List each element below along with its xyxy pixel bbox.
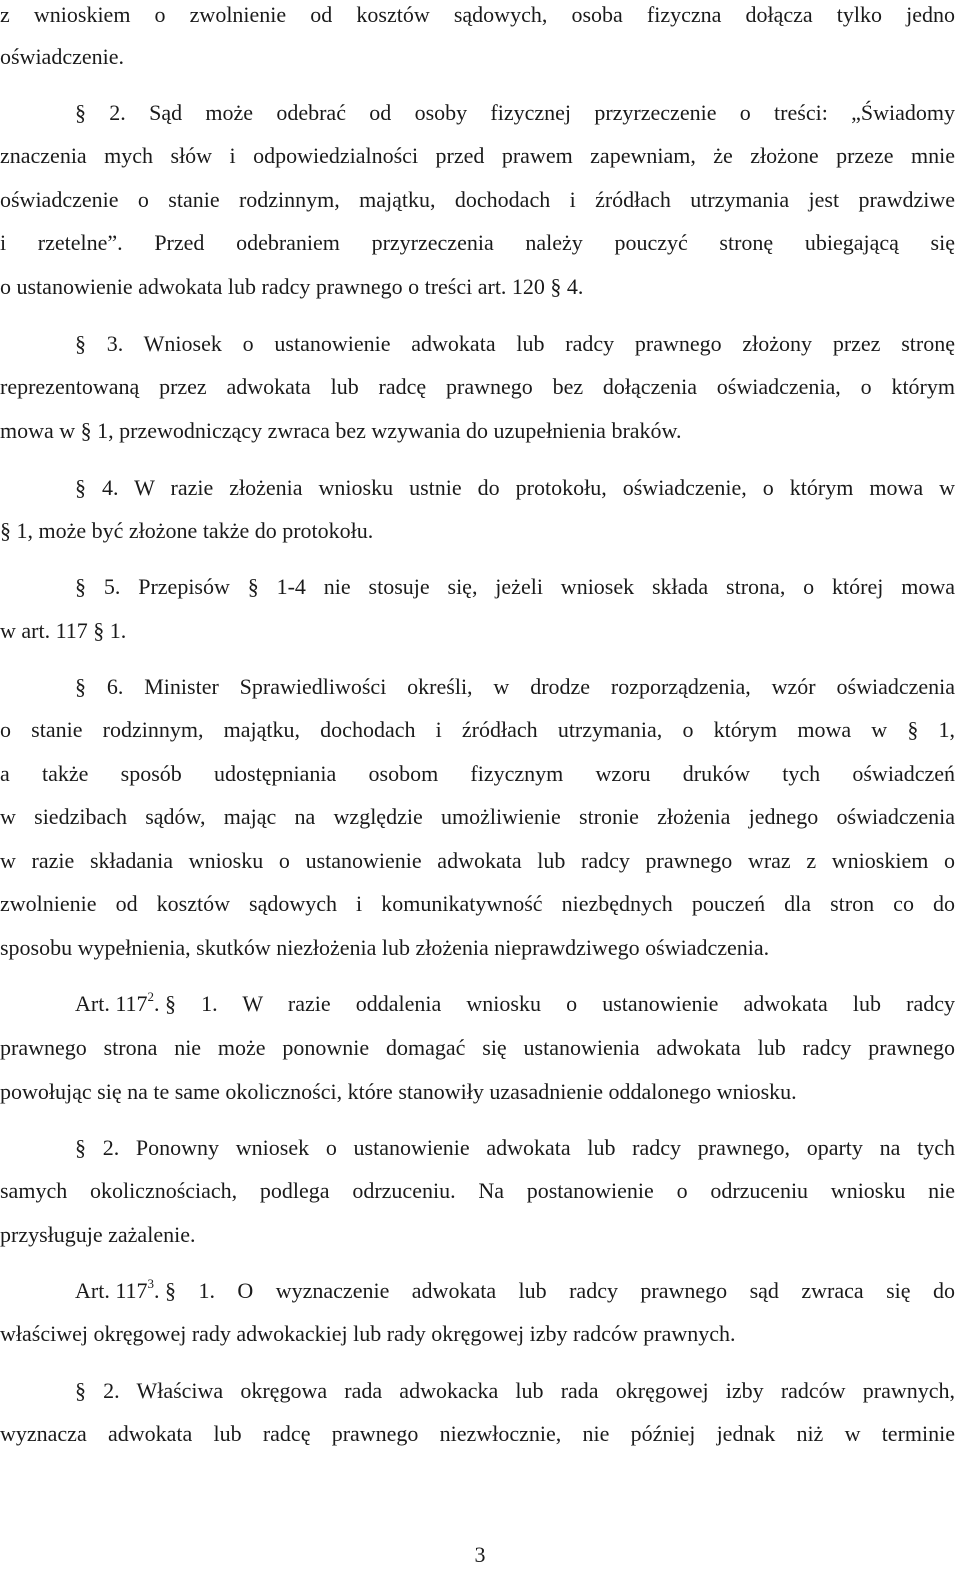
paragraph-start: § 6. Minister Sprawiedliwości określi, w drodze rozporządzenia, wzór oświadczenia bbox=[75, 674, 955, 699]
text-line: znaczenia mych słów i odpowiedzialności przed prawem zapewniam, że złożone przeze mnie bbox=[0, 143, 955, 168]
text-line: w razie składania wniosku o ustanowienie adwokata lub radcy prawnego wraz z wnioskiem o bbox=[0, 848, 955, 873]
text-line: prawnego strona nie może ponownie domagać się ustanowienia adwokata lub radcy prawnego bbox=[0, 1035, 955, 1060]
paragraph-start: § 2. Właściwa okręgowa rada adwokacka lub rada okręgowej izby radców prawnych, bbox=[75, 1378, 955, 1403]
text-line: o ustanowienie adwokata lub radcy prawnego o treści art. 120 § 4. bbox=[0, 274, 584, 299]
text-line: § 1, może być złożone także do protokołu. bbox=[0, 518, 374, 543]
text-line: o stanie rodzinnym, majątku, dochodach i źródłach utrzymania, o którym mowa w § 1, bbox=[0, 717, 955, 742]
text-line: i rzetelne”. Przed odebraniem przyrzeczenia należy pouczyć stronę ubiegającą się bbox=[0, 230, 955, 255]
text-line: § 1. W razie oddalenia wniosku o ustanowienie adwokata lub radcy bbox=[165, 991, 955, 1016]
text-line: w art. 117 § 1. bbox=[0, 618, 127, 643]
paragraph-start: § 2. Ponowny wniosek o ustanowienie adwokata lub radcy prawnego, oparty na tych bbox=[75, 1135, 955, 1160]
paragraph-start: § 5. Przepisów § 1-4 nie stosuje się, jeżeli wniosek składa strona, o której mowa bbox=[75, 574, 955, 599]
paragraph-start: § 2. Sąd może odebrać od osoby fizycznej przyrzeczenie o treści: „Świadomy bbox=[75, 100, 955, 125]
text-line: samych okolicznościach, podlega odrzuceniu. Na postanowienie o odrzuceniu wniosku nie bbox=[0, 1178, 955, 1203]
paragraph-start: § 4. W razie złożenia wniosku ustnie do protokołu, oświadczenie, o którym mowa w bbox=[75, 475, 955, 500]
text-line: w siedzibach sądów, mając na względzie umożliwienie stronie złożenia jednego oświadczenia bbox=[0, 804, 955, 829]
text-line: sposobu wypełnienia, skutków niezłożenia lub złożenia nieprawdziwego oświadczenia. bbox=[0, 935, 770, 960]
text-line: a także sposób udostępniania osobom fizycznym wzoru druków tych oświadczeń bbox=[0, 761, 955, 786]
text-line: reprezentowaną przez adwokata lub radcę prawnego bez dołączenia oświadczenia, o którym bbox=[0, 374, 955, 399]
paragraph-start: § 3. Wniosek o ustanowienie adwokata lub radcy prawnego złożony przez stronę bbox=[75, 331, 955, 356]
page-number: 3 bbox=[474, 1542, 486, 1567]
article-superscript: 2 bbox=[147, 989, 155, 1004]
text-line: mowa w § 1, przewodniczący zwraca bez wzywania do uzupełnienia braków. bbox=[0, 418, 682, 443]
text-line: właściwej okręgowej rady adwokackiej lub rady okręgowej izby radców prawnych. bbox=[0, 1321, 736, 1346]
text-line: z wnioskiem o zwolnienie od kosztów sądowych, osoba fizyczna dołącza tylko jedno bbox=[0, 2, 955, 27]
article-superscript: 3 bbox=[147, 1276, 155, 1291]
article-heading-117-2 bbox=[75, 989, 955, 1019]
text-line: zwolnienie od kosztów sądowych i komunikatywność niezbędnych pouczeń dla stron co do bbox=[0, 891, 955, 916]
text-line: oświadczenie o stanie rodzinnym, majątku, dochodach i źródłach utrzymania jest prawdziwe bbox=[0, 187, 955, 212]
article-heading-117-3 bbox=[75, 1276, 955, 1306]
text-line: oświadczenie. bbox=[0, 44, 124, 69]
text-line: wyznacza adwokata lub radcę prawnego niezwłocznie, nie później jednak niż w terminie bbox=[0, 1421, 955, 1446]
article-number: Art. $117^3$. bbox=[75, 1276, 160, 1303]
text-line: powołując się na te same okoliczności, które stanowiły uzasadnienie oddalonego wniosku. bbox=[0, 1079, 797, 1104]
article-number: Art. $117^2$. bbox=[75, 989, 160, 1016]
text-line: § 1. O wyznaczenie adwokata lub radcy prawnego sąd zwraca się do bbox=[165, 1278, 955, 1303]
text-line: przysługuje zażalenie. bbox=[0, 1222, 196, 1247]
